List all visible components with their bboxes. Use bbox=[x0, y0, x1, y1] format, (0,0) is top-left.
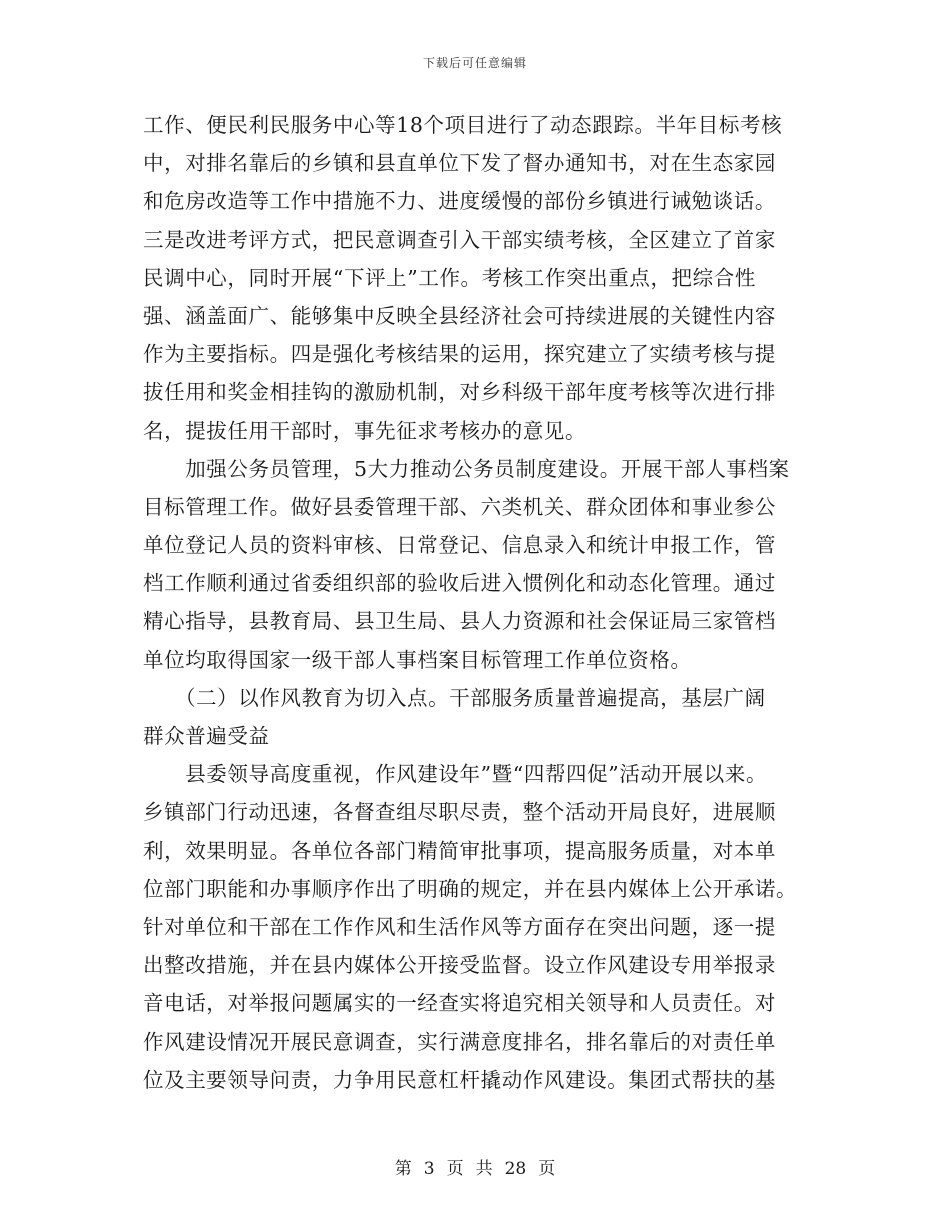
text-line: 位及主要领导问责，力争用民意杠杆撬动作风建设。集团式帮扶的基 bbox=[143, 1067, 776, 1092]
text-line: 中，对排名靠后的乡镇和县直单位下发了督办通知书，对在生态家园 bbox=[143, 151, 776, 176]
text-line: 利，效果明显。各单位各部门精简审批事项，提高服务质量，对本单 bbox=[143, 838, 776, 863]
text-line: 乡镇部门行动迅速，各督查组尽职尽责，整个活动开局良好，进展顺 bbox=[143, 800, 776, 825]
page-footer bbox=[0, 1154, 950, 1179]
text-line: 工作、便民利民服务中心等18个项目进行了动态跟踪。半年目标考核 bbox=[143, 113, 783, 137]
document-body bbox=[143, 106, 811, 1099]
text-line: 精心指导，县教育局、县卫生局、县人力资源和社会保证局三家管档 bbox=[143, 609, 776, 634]
text-line: 单位均取得国家一级干部人事档案目标管理工作单位资格。 bbox=[143, 647, 692, 672]
footer-current-page: 3 bbox=[423, 1159, 435, 1179]
text-line: 单位登记人员的资料审核、日常登记、信息录入和统计申报工作，管 bbox=[143, 533, 776, 558]
text-line: 三是改进考评方式，把民意调查引入干部实绩考核，全区建立了首家 bbox=[143, 227, 776, 252]
footer-label-total: 共 bbox=[475, 1159, 493, 1179]
text-line: 目标管理工作。做好县委管理干部、六类机关、群众团体和事业参公 bbox=[143, 494, 776, 519]
text-line: 作风建设情况开展民意调查，实行满意度排名，排名靠后的对责任单 bbox=[143, 1029, 776, 1054]
text-line: 拔任用和奖金相挂钩的激励机制，对乡科级干部年度考核等次进行排 bbox=[143, 380, 776, 405]
footer-label-total-unit: 页 bbox=[538, 1159, 556, 1179]
text-line: 档工作顺利通过省委组织部的验收后进入惯例化和动态化管理。通过 bbox=[143, 571, 776, 596]
text-line: 民调中心，同时开展“下评上”工作。考核工作突出重点，把综合性 bbox=[143, 265, 756, 290]
text-line: 县委领导高度重视，作风建设年”暨“四帮四促”活动开展以来。 bbox=[143, 762, 768, 787]
page-header: 下载后可任意编辑 bbox=[422, 56, 527, 70]
section-heading-line: （二）以作风教育为切入点。干部服务质量普遍提高，基层广阔 bbox=[143, 685, 766, 710]
text-line: 和危房改造等工作中措施不力、进度缓慢的部份乡镇进行诫勉谈话。 bbox=[143, 189, 776, 214]
text-line: 位部门职能和办事顺序作出了明确的规定，并在县内媒体上公开承诺。 bbox=[143, 876, 798, 901]
text-line: 作为主要指标。四是强化考核结果的运用，探究建立了实绩考核与提 bbox=[143, 342, 776, 367]
text-line: 加强公务员管理，5大力推动公务员制度建设。开展干部人事档案 bbox=[143, 456, 790, 481]
footer-total-pages: 28 bbox=[504, 1159, 527, 1179]
section-heading-line: 群众普遍受益 bbox=[143, 724, 270, 748]
text-line: 强、涵盖面广、能够集中反映全县经济社会可持续进展的关键性内容 bbox=[143, 303, 776, 328]
footer-label-page-unit: 页 bbox=[446, 1159, 464, 1179]
text-line: 音电话，对举报问题属实的一经查实将追究相关领导和人员责任。对 bbox=[143, 991, 776, 1016]
text-line: 针对单位和干部在工作作风和生活作风等方面存在突出问题，逐一提 bbox=[143, 914, 776, 939]
text-line: 出整改措施，并在县内媒体公开接受监督。设立作风建设专用举报录 bbox=[143, 953, 776, 978]
text-line: 名，提拔任用干部时，事先征求考核办的意见。 bbox=[143, 418, 587, 443]
footer-label-page: 第 bbox=[394, 1159, 412, 1179]
